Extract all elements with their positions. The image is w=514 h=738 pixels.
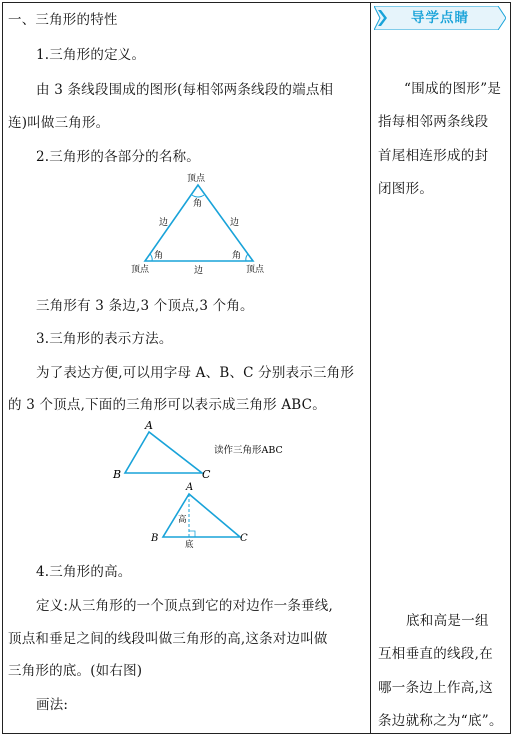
guide-banner — [374, 6, 506, 30]
vertex-b-label: B — [113, 468, 122, 481]
left-vertex-label: 顶点 — [131, 265, 150, 275]
note-surround-line4: 闭图形。 — [378, 181, 434, 197]
note-surround-line3: 首尾相连形成的封 — [378, 148, 489, 164]
note-base-height-line3: 哪一条边上作高,这 — [378, 680, 493, 696]
note-base-height-line1: 底和高是一组 — [406, 613, 489, 629]
parts-summary: 三角形有 3 条边,3 个顶点,3 个角。 — [36, 298, 254, 314]
triangle-abc-figure — [105, 418, 305, 488]
height-label: 高 — [178, 515, 187, 525]
bottom-side-label: 边 — [194, 266, 204, 276]
notation-text-line2: 的 3 个顶点,下面的三角形可以表示成三角形 ABC。 — [8, 397, 326, 413]
note-surround-line2: 指每相邻两条线段 — [378, 114, 489, 130]
note-surround-line1: “围成的图形”是 — [404, 81, 502, 97]
height-vertex-b-label: B — [151, 533, 159, 544]
height-definition-line1: 定义:从三角形的一个顶点到它的对边作一条垂线, — [36, 598, 333, 614]
notation-text-line1: 为了表达方便,可以用字母 A、B、C 分别表示三角形 — [36, 365, 355, 381]
parts-title: 2.三角形的各部分的名称。 — [36, 149, 200, 165]
triangle-caption: 读作三角形ABC — [214, 445, 283, 456]
notation-title: 3.三角形的表示方法。 — [36, 331, 173, 347]
top-angle-label: 角 — [193, 199, 203, 209]
triangle-parts-figure — [125, 170, 280, 280]
top-vertex-label: 顶点 — [187, 174, 206, 184]
section-heading: 一、三角形的特性 — [8, 12, 118, 28]
height-definition-line2: 顶点和垂足之间的线段叫做三角形的高,这条对边叫做 — [8, 631, 328, 647]
guide-banner-label: 导学点睛 — [411, 10, 469, 26]
base-label: 底 — [185, 540, 194, 548]
right-side-label: 边 — [230, 218, 240, 228]
height-title: 4.三角形的高。 — [36, 564, 132, 580]
height-vertex-a-label: A — [186, 482, 194, 493]
column-divider — [370, 2, 371, 734]
vertex-a-label: A — [145, 419, 153, 432]
left-side-label: 边 — [159, 218, 169, 228]
definition-text-line1: 由 3 条线段围成的图形(每相邻两条线段的端点相 — [36, 82, 334, 98]
vertex-c-label: C — [202, 468, 211, 481]
note-base-height-line2: 互相垂直的线段,在 — [378, 646, 493, 662]
height-definition-line3: 三角形的底。(如右图) — [8, 663, 143, 679]
definition-title: 1.三角形的定义。 — [36, 47, 146, 63]
left-angle-label: 角 — [154, 251, 164, 261]
height-vertex-c-label: C — [240, 533, 248, 544]
note-base-height-line4: 条边就称之为“底”。 — [378, 713, 503, 729]
drawing-method-label: 画法: — [36, 697, 69, 713]
triangle-height-figure — [145, 480, 260, 548]
right-vertex-label: 顶点 — [246, 265, 265, 275]
right-angle-label: 角 — [232, 251, 242, 261]
definition-text-line2: 连)叫做三角形。 — [8, 115, 110, 131]
